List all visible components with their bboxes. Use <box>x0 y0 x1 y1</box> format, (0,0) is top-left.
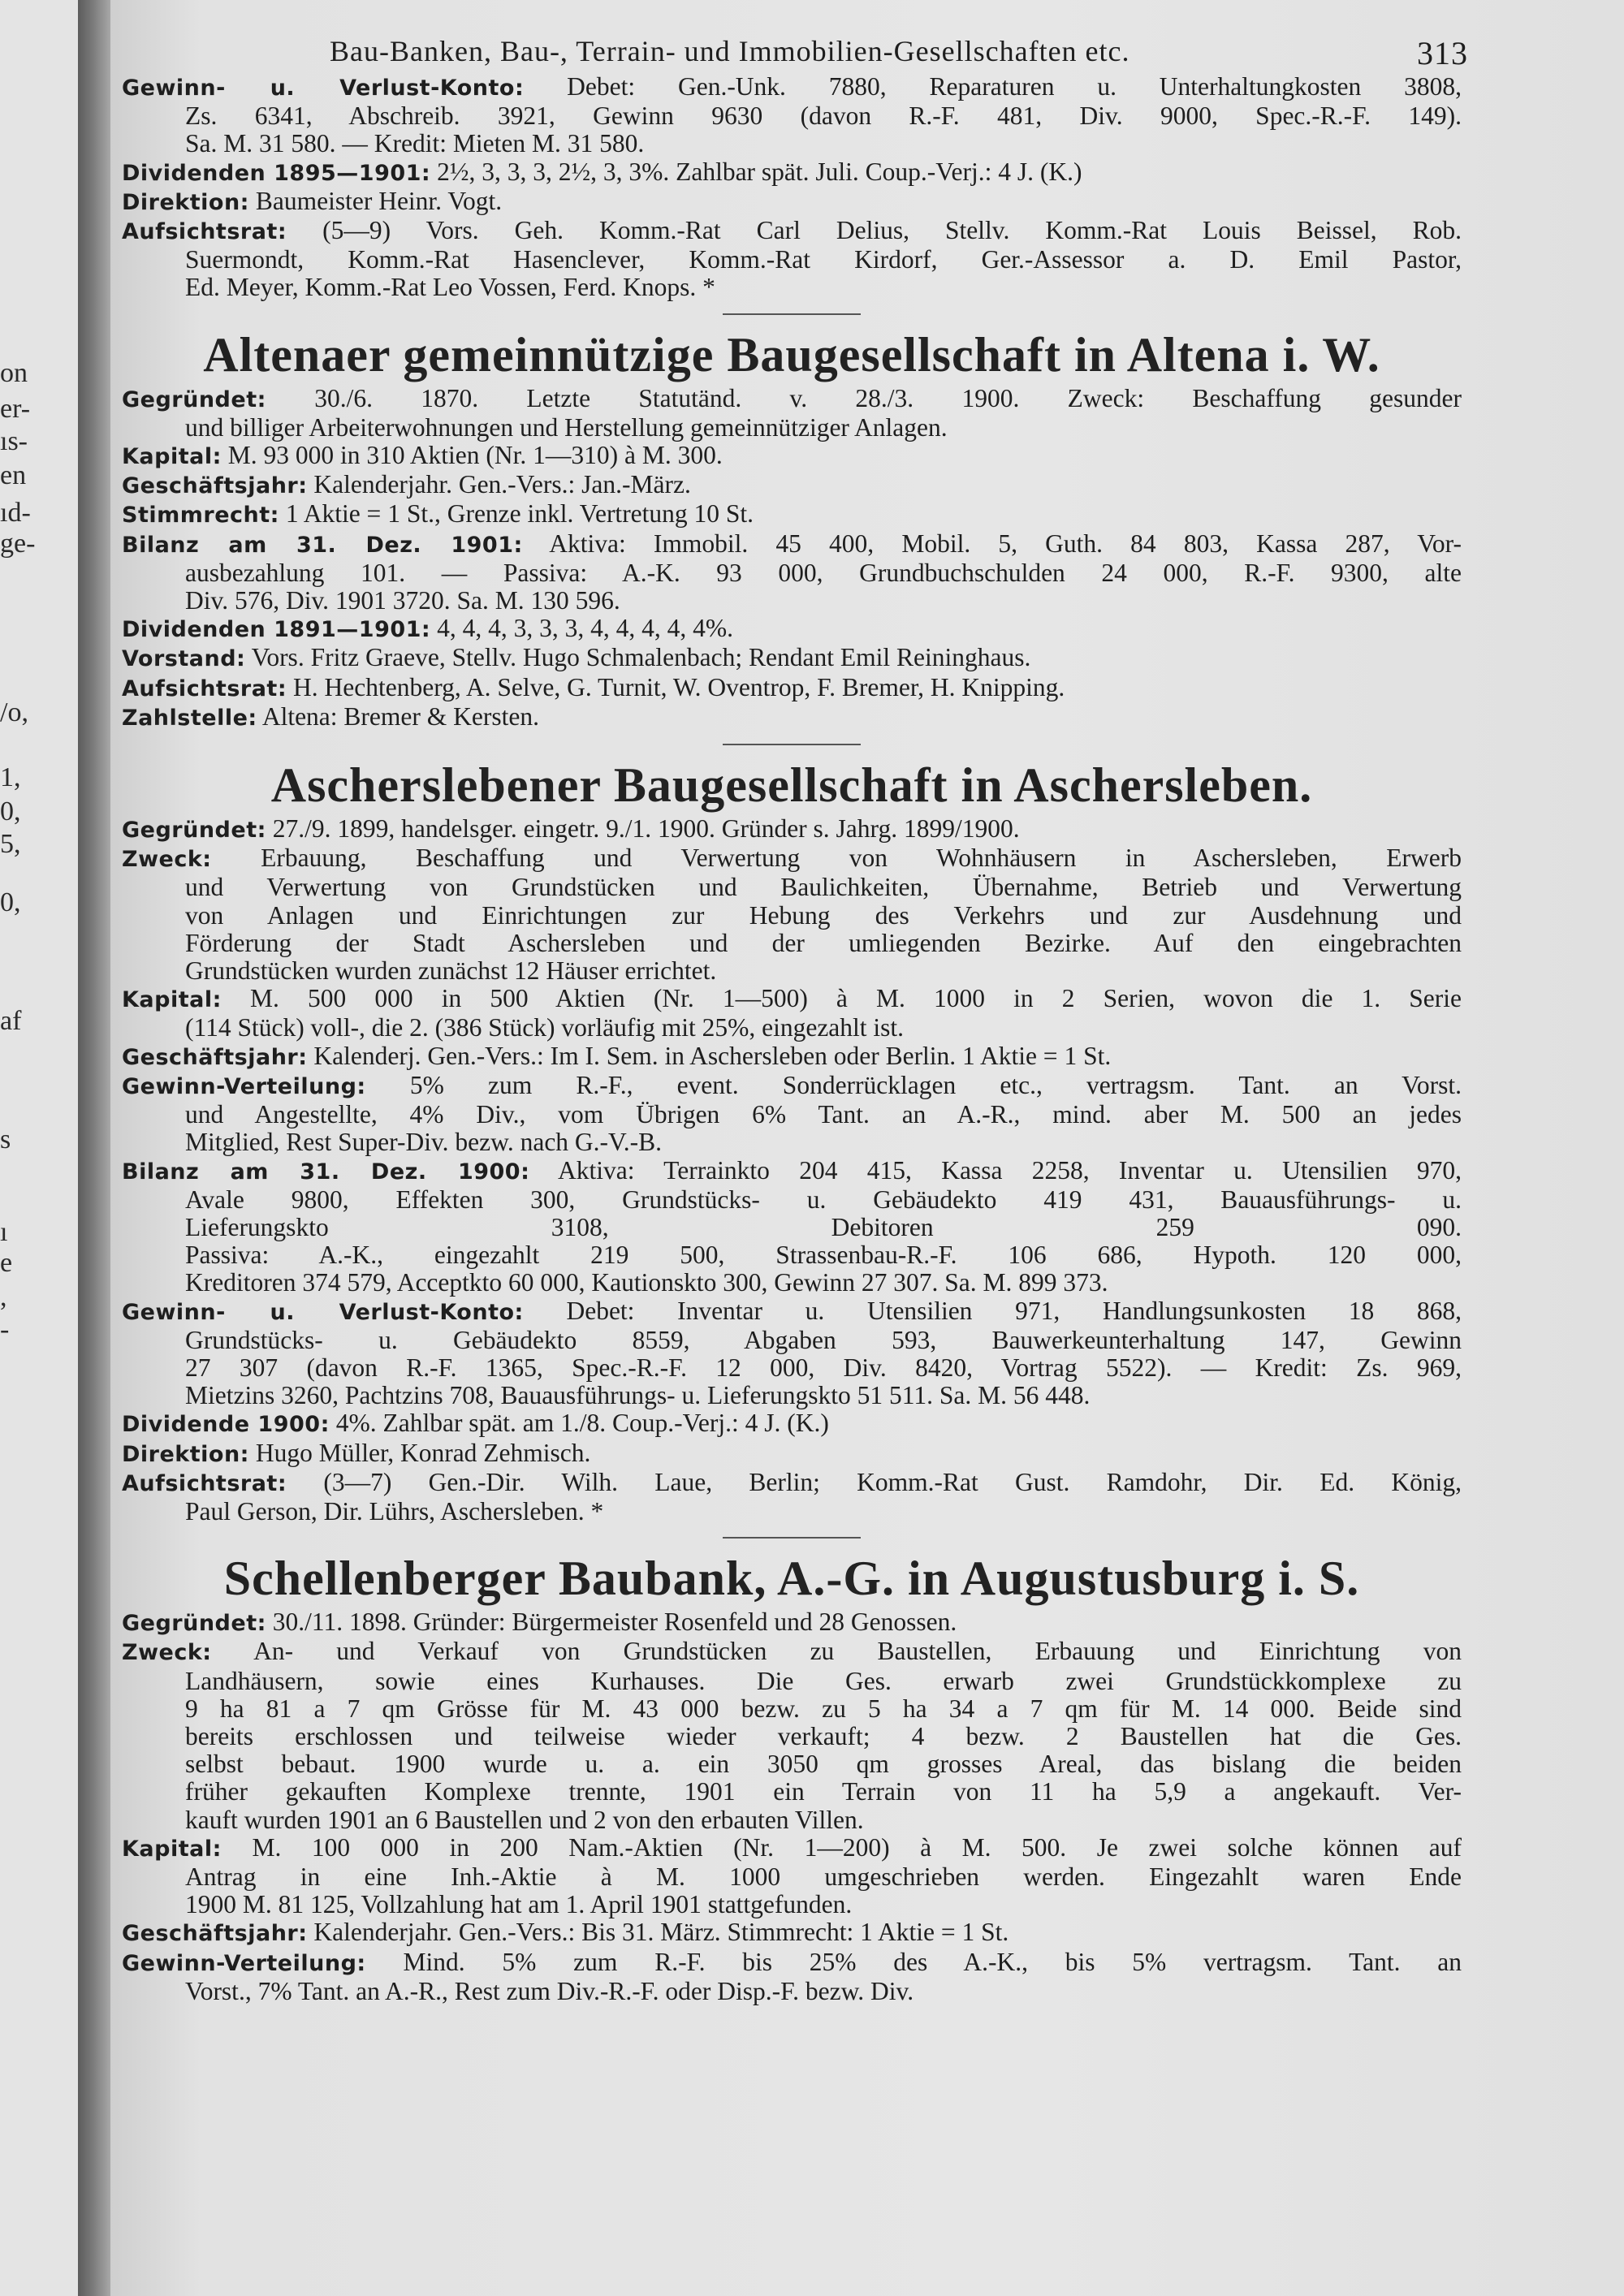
entry-text-line <box>122 1327 1462 1354</box>
field-text: An- und Verkauf von Grundstücken zu Baustellen, Erbauung und Einrichtung von <box>211 1638 1462 1666</box>
entry-field-line <box>122 500 1462 529</box>
entry-text-line <box>122 1241 1462 1269</box>
field-text: Mind. 5% zum R.-F. bis 25% des A.-K., bis 5% vertragsm. Tant. an <box>365 1948 1462 1976</box>
field-text: kauft wurden 1901 an 6 Baustellen und 2 von den erbauten Villen. <box>185 1806 864 1834</box>
previous-page-fragment: e <box>0 1248 13 1278</box>
field-text: und Verwertung von Grundstücken und Baulichkeiten, Übernahme, Betrieb und Verwertung <box>185 874 1462 902</box>
field-label: Vorstand: <box>122 646 246 672</box>
entry-field-line <box>122 1469 1462 1498</box>
field-text: Mietzins 3260, Pachtzins 708, Bauausführungs- u. Lieferungskto 51 511. Sa. M. 56 448. <box>185 1382 1091 1410</box>
field-label: Bilanz am 31. Dez. 1900: <box>122 1159 530 1185</box>
previous-page-fragment: 1, <box>0 762 21 792</box>
entry-field-line <box>122 158 1462 188</box>
page-number: 313 <box>1417 35 1468 71</box>
entry-field-line <box>122 1042 1462 1072</box>
field-text: Sa. M. 31 580. — Kredit: Mieten M. 31 580. <box>185 130 645 158</box>
entry-text-line <box>122 274 1462 301</box>
entry-field-line <box>122 1072 1462 1101</box>
separator-rule <box>723 744 861 745</box>
previous-page-fragment: ıs- <box>0 426 28 456</box>
field-text: Baumeister Heinr. Vogt. <box>248 187 503 215</box>
field-text: und billiger Arbeiterwohnungen und Herstellung gemeinnütziger Anlagen. <box>185 413 948 442</box>
field-label: Bilanz am 31. Dez. 1901: <box>122 532 523 558</box>
entry-text-line <box>122 930 1462 957</box>
field-label: Stimmrecht: <box>122 503 279 529</box>
entry-text-line <box>122 1778 1462 1806</box>
field-label: Gegründet: <box>122 1611 266 1637</box>
entry-field-line <box>122 815 1462 844</box>
entry-aschersleben <box>122 815 1462 1526</box>
entry-field-line <box>122 644 1462 673</box>
running-head <box>122 28 1468 73</box>
field-text: Zs. 6341, Abschreib. 3921, Gewinn 9630 (davon R.-F. 481, Div. 9000, Spec.-R.-F. 149). <box>185 102 1462 131</box>
field-text: bereits erschlossen und teilweise wieder verkauft; 4 bezw. 2 Baustellen hat die Ges. <box>185 1722 1462 1750</box>
entry-field-line <box>122 703 1462 732</box>
entry-field-line <box>122 1834 1462 1863</box>
entry-text-line <box>122 246 1462 274</box>
running-head-title: Bau-Banken, Bau-, Terrain- und Immobilien-Gesellschaften etc. <box>330 35 1130 67</box>
entry-text-line <box>122 1354 1462 1382</box>
entry-schellenberger <box>122 1608 1462 2005</box>
field-text: Passiva: A.-K., eingezahlt 219 500, Strassenbau-R.-F. 106 686, Hypoth. 120 000, <box>185 1241 1462 1270</box>
entry-text-line <box>122 1129 1462 1156</box>
field-text: Kalenderjahr. Gen.-Vers.: Bis 31. März. Stimmrecht: 1 Aktie = 1 St. <box>307 1918 1009 1947</box>
entry-text-line <box>122 1750 1462 1778</box>
field-text: (5—9) Vors. Geh. Komm.-Rat Carl Delius, Stellv. Komm.-Rat Louis Beissel, Rob. <box>287 217 1462 245</box>
entry-field-line <box>122 1949 1462 1978</box>
entry-field-line <box>122 188 1462 217</box>
field-text: H. Hechtenberg, A. Selve, G. Turnit, W. Oventrop, F. Bremer, H. Knipping. <box>287 673 1065 701</box>
field-text: 30./11. 1898. Gründer: Bürgermeister Rosenfeld und 28 Genossen. <box>266 1608 957 1637</box>
field-text: Aktiva: Immobil. 45 400, Mobil. 5, Guth. 84 803, Kassa 287, Vor- <box>522 529 1462 558</box>
field-text: M. 93 000 in 310 Aktien (Nr. 1—310) à M. 300. <box>221 442 723 470</box>
field-text: 27 307 (davon R.-F. 1365, Spec.-R.-F. 12 000, Div. 8420, Vortrag 5522). — Kredit: Zs. 969, <box>185 1353 1462 1382</box>
entry-field-line <box>122 1638 1462 1667</box>
entry-text-line <box>122 1101 1462 1129</box>
field-text: M. 500 000 in 500 Aktien (Nr. 1—500) à M. 1000 in 2 Serien, wovon die 1. Serie <box>221 985 1462 1013</box>
field-label: Geschäftsjahr: <box>122 473 308 499</box>
field-text: 1900 M. 81 125, Vollzahlung hat am 1. April 1901 stattgefunden. <box>185 1891 853 1919</box>
field-text: Vorst., 7% Tant. an A.-R., Rest zum Div.-R.-F. oder Disp.-F. bezw. Div. <box>185 1977 914 2005</box>
entry-text-line <box>122 1891 1462 1918</box>
field-text: 2½, 3, 3, 3, 2½, 3, 3%. Zahlbar spät. Juli. Coup.-Verj.: 4 J. (K.) <box>430 158 1082 186</box>
entry-field-line <box>122 1409 1462 1439</box>
field-text: M. 100 000 in 200 Nam.-Aktien (Nr. 1—200) à M. 500. Je zwei solche können auf <box>221 1833 1462 1862</box>
entry-text-line <box>122 1014 1462 1042</box>
field-text: Mitglied, Rest Super-Div. bezw. nach G.-V.-B. <box>185 1129 662 1157</box>
separator-rule <box>723 1537 861 1539</box>
entry-field-line <box>122 1157 1462 1186</box>
entry-text-line <box>122 1806 1462 1834</box>
field-label: Direktion: <box>122 1441 249 1467</box>
entry-text-line <box>122 414 1462 442</box>
previous-page-fragment: , <box>0 1282 7 1312</box>
field-text: und Angestellte, 4% Div., vom Übrigen 6% Tant. an A.-R., mind. aber M. 500 an jedes <box>185 1101 1462 1129</box>
field-text: Grundstücks- u. Gebäudekto 8559, Abgaben 593, Bauwerkeunterhaltung 147, Gewinn <box>185 1326 1462 1354</box>
field-label: Gewinn- u. Verlust-Konto: <box>122 76 525 101</box>
field-text: Kalenderj. Gen.-Vers.: Im I. Sem. in Aschersleben oder Berlin. 1 Aktie = 1 St. <box>307 1042 1112 1070</box>
entry-field-line <box>122 471 1462 500</box>
field-text: Aktiva: Terrainkto 204 415, Kassa 2258, Inventar u. Utensilien 970, <box>529 1156 1462 1185</box>
field-text: Debet: Gen.-Unk. 7880, Reparaturen u. Unterhaltungkosten 3808, <box>524 73 1462 101</box>
entry-text-line <box>122 957 1462 985</box>
entry-text-line <box>122 874 1462 901</box>
separator-rule <box>723 313 861 315</box>
field-text: Suermondt, Komm.-Rat Hasenclever, Komm.-Rat Kirdorf, Ger.-Assessor a. D. Emil Pastor, <box>185 246 1462 274</box>
field-label: Geschäftsjahr: <box>122 1044 308 1070</box>
entry-text-line <box>122 102 1462 130</box>
entry-field-line <box>122 442 1462 471</box>
field-text: Förderung der Stadt Aschersleben und der umliegenden Bezirke. Auf den eingebrachten <box>185 929 1462 957</box>
field-label: Dividenden 1891—1901: <box>122 617 431 643</box>
field-label: Kapital: <box>122 1836 222 1862</box>
field-label: Gegründet: <box>122 818 266 844</box>
field-label: Zweck: <box>122 1640 212 1666</box>
previous-page-fragment: on <box>0 358 28 388</box>
field-text: Hugo Müller, Konrad Zehmisch. <box>248 1439 591 1467</box>
entry-text-line <box>122 587 1462 615</box>
entry-field-line <box>122 1608 1462 1638</box>
company-heading: Altenaer gemeinnützige Baugesellschaft in Altena i. W. <box>203 327 1380 382</box>
field-text: selbst bebaut. 1900 wurde u. a. ein 3050 qm grosses Areal, das bislang die beiden <box>185 1750 1462 1779</box>
field-label: Gewinn-Verteilung: <box>122 1073 366 1099</box>
field-text: Avale 9800, Effekten 300, Grundstücks- u. Gebäudekto 419 431, Bauausführungs- u. <box>185 1185 1462 1214</box>
field-text: Paul Gerson, Dir. Lührs, Aschersleben. * <box>185 1497 604 1526</box>
field-text: (3—7) Gen.-Dir. Wilh. Laue, Berlin; Komm.-Rat Gust. Ramdohr, Dir. Ed. König, <box>287 1468 1462 1496</box>
entry-text-line <box>122 1214 1462 1241</box>
field-text: Debet: Inventar u. Utensilien 971, Handlungsunkosten 18 868, <box>523 1297 1462 1325</box>
field-label: Zahlstelle: <box>122 705 257 731</box>
field-text: 27./9. 1899, handelsger. eingetr. 9./1. 1900. Gründer s. Jahrg. 1899/1900. <box>266 815 1020 844</box>
entry-text-line <box>122 1382 1462 1409</box>
field-label: Kapital: <box>122 444 222 470</box>
field-label: Dividende 1900: <box>122 1412 330 1438</box>
previous-page-edge <box>0 0 78 2296</box>
field-text: 30./6. 1870. Letzte Statutänd. v. 28./3. 1900. Zweck: Beschaffung gesunder <box>266 384 1462 412</box>
field-text: Altena: Bremer & Kersten. <box>257 702 539 731</box>
company-heading: Ascherslebener Baugesellschaft in Aschersleben. <box>270 758 1313 813</box>
field-label: Gegründet: <box>122 386 266 412</box>
field-label: Direktion: <box>122 189 249 215</box>
entry-text-line <box>122 130 1462 158</box>
entry-text-line <box>122 559 1462 587</box>
entry-text-line <box>122 1668 1462 1695</box>
page <box>110 0 1624 2296</box>
previous-page-fragment: 0, <box>0 887 21 917</box>
previous-page-fragment: ı <box>0 1217 8 1247</box>
previous-page-fragment: ge- <box>0 529 36 559</box>
field-text: Vors. Fritz Graeve, Stellv. Hugo Schmalenbach; Rendant Emil Reininghaus. <box>245 644 1031 672</box>
entry-field-line <box>122 674 1462 703</box>
company-heading: Schellenberger Baubank, A.-G. in Augustusburg i. S. <box>223 1552 1360 1606</box>
field-label: Zweck: <box>122 847 212 873</box>
field-text: Antrag in eine Inh.-Aktie à M. 1000 umgeschrieben werden. Eingezahlt waren Ende <box>185 1862 1462 1891</box>
field-label: Gewinn- u. Verlust-Konto: <box>122 1299 524 1325</box>
previous-page-fragment: 5, <box>0 829 21 859</box>
entry-text-line <box>122 1863 1462 1891</box>
entry-altenaer <box>122 385 1462 732</box>
field-label: Aufsichtsrat: <box>122 219 287 245</box>
entry-text-line <box>122 1498 1462 1526</box>
field-text: 1 Aktie = 1 St., Grenze inkl. Vertretung 10 St. <box>279 500 754 529</box>
field-text: (114 Stück) voll-, die 2. (386 Stück) vorläufig mit 25%, eingezahlt ist. <box>185 1014 905 1042</box>
field-text: früher gekauften Komplexe trennte, 1901 ein Terrain von 11 ha 5,9 a angekauft. Ver- <box>185 1778 1462 1806</box>
page-content <box>122 28 1468 2005</box>
entry-field-line <box>122 1439 1462 1469</box>
entry-field-line <box>122 385 1462 414</box>
field-label: Gewinn-Verteilung: <box>122 1950 366 1976</box>
field-text: von Anlagen und Einrichtungen zur Hebung des Verkehrs und zur Ausdehnung und <box>185 901 1462 930</box>
previous-page-fragment: s <box>0 1124 11 1154</box>
previous-page-fragment: en <box>0 460 27 490</box>
field-label: Geschäftsjahr: <box>122 1921 308 1947</box>
previous-page-fragment: /o, <box>0 697 28 727</box>
field-text: Kalenderjahr. Gen.-Vers.: Jan.-März. <box>307 471 691 499</box>
entry-field-line <box>122 615 1462 644</box>
entry-field-line <box>122 73 1462 102</box>
entry-field-line <box>122 530 1462 559</box>
field-label: Aufsichtsrat: <box>122 675 287 701</box>
field-text: Lieferungskto 3108, Debitoren 259 090. <box>185 1213 1462 1241</box>
field-label: Aufsichtsrat: <box>122 1470 287 1496</box>
entry-field-line <box>122 844 1462 874</box>
entry-field-line <box>122 217 1462 246</box>
previous-page-fragment: 0, <box>0 796 21 826</box>
previous-page-fragment: ıd- <box>0 498 31 528</box>
entry-text-line <box>122 902 1462 930</box>
entry-field-line <box>122 985 1462 1014</box>
field-text: 5% zum R.-F., event. Sonderrücklagen etc., vertragsm. Tant. an Vorst. <box>365 1071 1462 1099</box>
field-text: 9 ha 81 a 7 qm Grösse für M. 43 000 bezw. zu 5 ha 34 a 7 qm für M. 14 000. Beide sind <box>185 1694 1462 1723</box>
entry-text-line <box>122 1695 1462 1723</box>
field-text: Erbauung, Beschaffung und Verwertung von Wohnhäusern in Aschersleben, Erwerb <box>211 844 1462 873</box>
field-label: Dividenden 1895—1901: <box>122 160 431 186</box>
previous-page-fragment: er- <box>0 394 31 424</box>
book-gutter <box>78 0 110 2296</box>
entry-text-line <box>122 1269 1462 1297</box>
previous-page-fragment: - <box>0 1314 10 1344</box>
field-text: 4, 4, 4, 3, 3, 3, 4, 4, 4, 4, 4%. <box>430 615 733 643</box>
field-text: 4%. Zahlbar spät. am 1./8. Coup.-Verj.: 4 J. (K.) <box>329 1409 829 1438</box>
entry-text-line <box>122 1978 1462 2005</box>
entry-text-line <box>122 1186 1462 1214</box>
field-text: Kreditoren 374 579, Acceptkto 60 000, Kautionskto 300, Gewinn 27 307. Sa. M. 899 373. <box>185 1269 1108 1297</box>
field-text: ausbezahlung 101. — Passiva: A.-K. 93 000, Grundbuchschulden 24 000, R.-F. 9300, alte <box>185 559 1462 587</box>
previous-page-fragment: af <box>0 1006 22 1036</box>
entry-continued <box>122 73 1462 302</box>
field-text: Ed. Meyer, Komm.-Rat Leo Vossen, Ferd. Knops. * <box>185 274 715 302</box>
field-text: Div. 576, Div. 1901 3720. Sa. M. 130 596. <box>185 587 620 615</box>
entry-field-line <box>122 1918 1462 1948</box>
entry-text-line <box>122 1723 1462 1750</box>
field-text: Grundstücken wurden zunächst 12 Häuser errichtet. <box>185 957 717 986</box>
entry-field-line <box>122 1297 1462 1327</box>
field-text: Landhäusern, sowie eines Kurhauses. Die Ges. erwarb zwei Grundstückkomplexe zu <box>185 1667 1462 1695</box>
field-label: Kapital: <box>122 987 222 1013</box>
